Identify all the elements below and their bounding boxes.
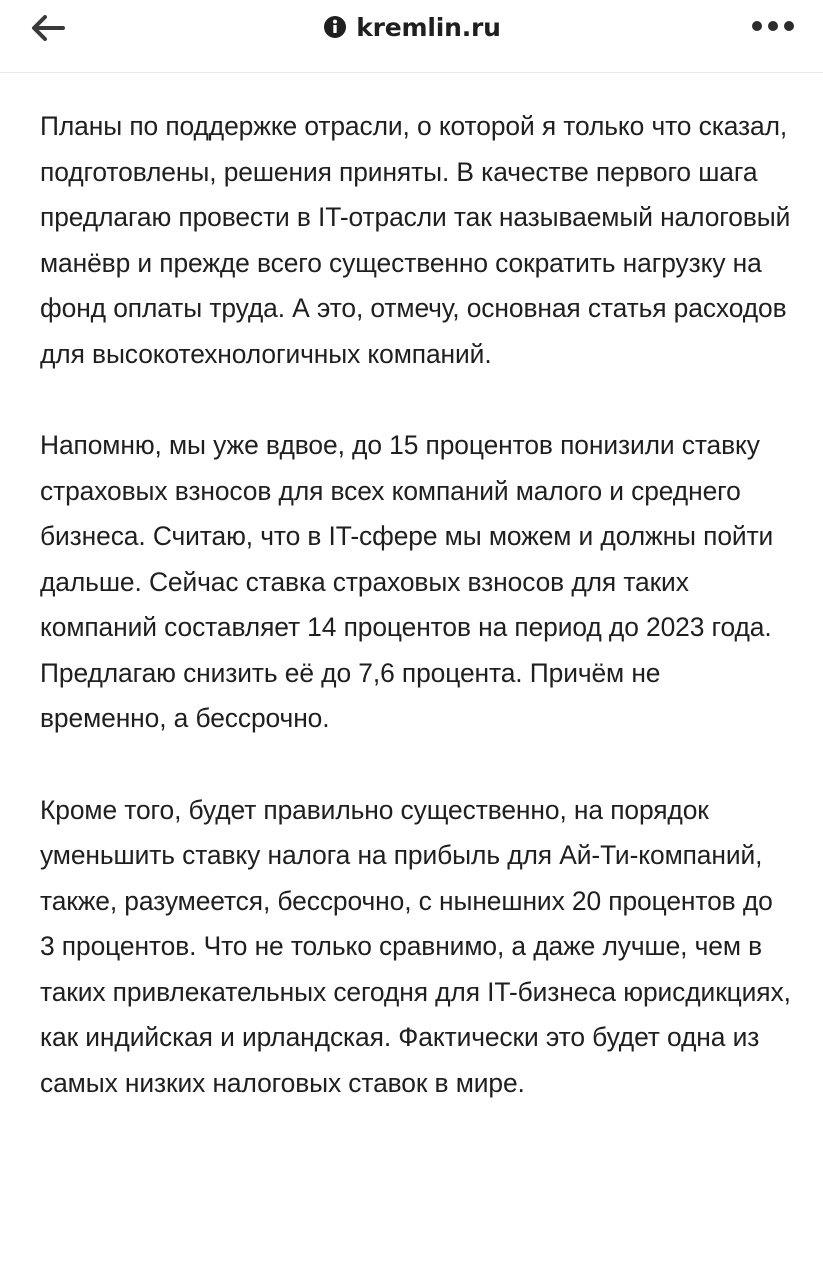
- address-bar[interactable]: [0, 10, 823, 44]
- info-circle-icon[interactable]: [322, 10, 348, 44]
- article-body: [40, 104, 792, 1106]
- browser-toolbar: [0, 0, 823, 73]
- more-dots-icon: [768, 21, 778, 31]
- article-paragraph: Напомню, мы уже вдвое, до 15 процентов понизили ставку страховых взносов для всех компаний малого и среднего бизнеса. Считаю, что в IT-сфере мы можем и должны пойти дальше. Сейчас ставка страховых взносов для таких компаний составляет 14 процентов на период до 2023 года. Предлагаю снизить её до 7,6 процента. Причём не временно, а бессрочно.: [40, 430, 774, 733]
- url-text: kremlin.ru: [356, 12, 501, 42]
- more-options-button[interactable]: [747, 8, 799, 44]
- article-paragraph: Кроме того, будет правильно существенно, на порядок уменьшить ставку налога на прибыль для Ай-Ти-компаний, также, разумеется, бессрочно, с нынешних 20 процентов до 3 процентов. Что не только сравнимо, а даже лучше, чем в таких привлекательных сегодня для IT-бизнеса юрисдикциях, как индийская и ирландская. Фактически это будет одна из самых низких налоговых ставок в мире.: [40, 794, 791, 1098]
- article-paragraph: Планы по поддержке отрасли, о которой я только что сказал, подготовлены, решения приняты. В качестве первого шага предлагаю провести в IT-отрасли так называемый налоговый манёвр и прежде всего существенно сократить нагрузку на фонд оплаты труда. А это, отмечу, основная статья расходов для высокотехнологичных компаний.: [40, 111, 791, 369]
- more-dots-icon: [752, 21, 762, 31]
- more-dots-icon: [784, 21, 794, 31]
